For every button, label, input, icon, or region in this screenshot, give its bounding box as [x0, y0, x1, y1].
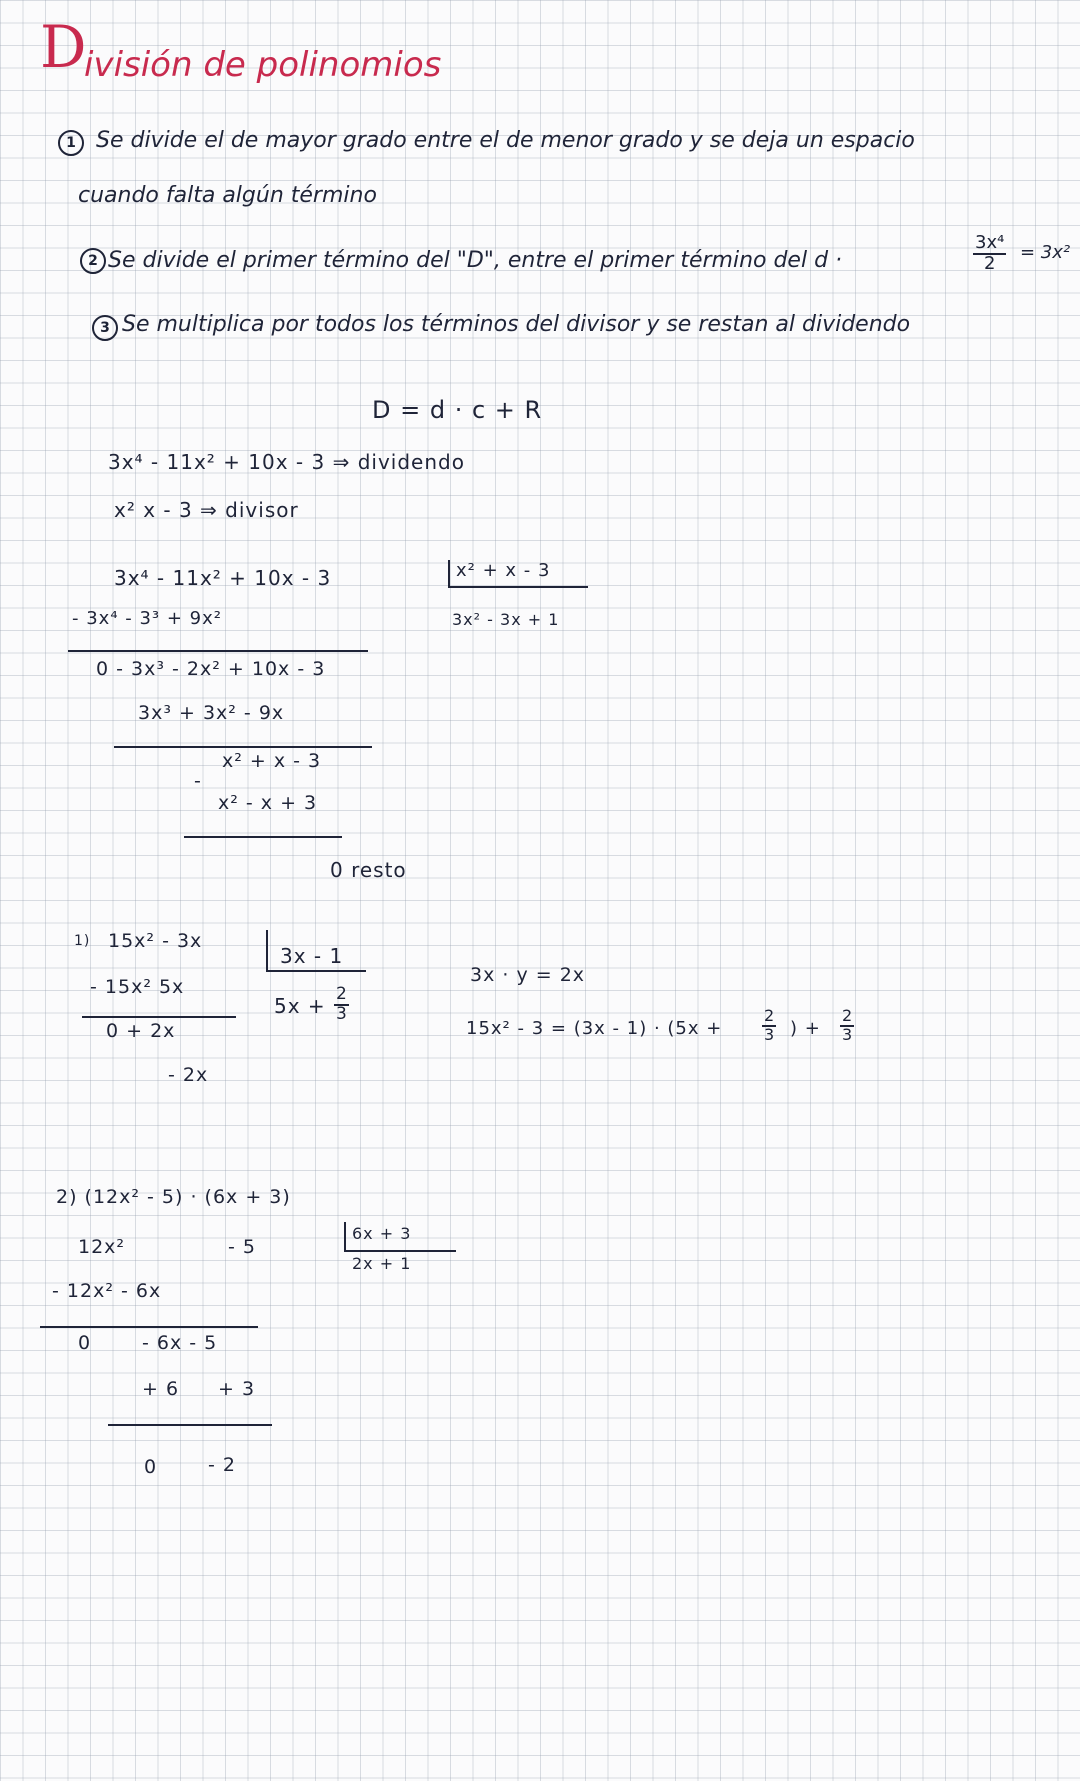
- ex2-quotient: 5x +: [274, 994, 326, 1018]
- ex3-divisor-bar: [344, 1222, 346, 1250]
- ex3-rule-2: [108, 1424, 272, 1426]
- ex2-check-denominator-1: 3: [764, 1024, 775, 1044]
- ex3-remainder-zero: 0: [78, 1332, 92, 1354]
- ex2-check-2: 15x² - 3 = (3x - 1) · (5x +: [466, 1018, 723, 1039]
- ex3-divisor: 6x + 3: [352, 1224, 412, 1243]
- ex3-final-zero: 0: [144, 1456, 158, 1478]
- ex2-rule-1: [82, 1016, 236, 1018]
- ex1-rest: 0 resto: [330, 858, 407, 882]
- divisor-line: x² x - 3 ⇒ divisor: [114, 498, 299, 522]
- step-2-text: Se divide el primer término del "D", entre el primer término del d ·: [108, 248, 843, 273]
- ex3-subtract-term-1: + 6: [142, 1378, 180, 1400]
- ex3-rule-1: [40, 1326, 258, 1328]
- step-1-line-2: cuando falta algún término: [78, 183, 377, 208]
- ex1-row-subtract-1: - 3x⁴ - 3³ + 9x²: [72, 608, 222, 629]
- step-2-frac-numerator: 3x⁴: [975, 232, 1005, 253]
- ex1-row-subtract-2: 3x³ + 3x² - 9x: [138, 702, 285, 724]
- step-1-line-1: Se divide el de mayor grado entre el de menor grado y se deja un espacio: [96, 128, 915, 153]
- ex2-label: 1): [74, 933, 91, 949]
- page-title: ivisión de polinomios: [84, 45, 442, 85]
- ex2-quotient-numerator: 2: [336, 984, 347, 1004]
- ex1-quotient: 3x² - 3x + 1: [452, 610, 560, 629]
- ex3-final-rest: - 2: [208, 1454, 236, 1476]
- ex2-divisor: 3x - 1: [280, 944, 344, 968]
- ex3-subtract-term-2: + 3: [218, 1378, 256, 1400]
- ex3-divisor-rule: [344, 1250, 456, 1252]
- ex2-divisor-rule: [266, 970, 366, 972]
- step-2-result: = 3x²: [1020, 242, 1071, 263]
- ex2-quotient-fraction: [334, 986, 349, 1024]
- ex1-divisor: x² + x - 3: [456, 560, 551, 581]
- ex3-dividend-term-1: 12x²: [78, 1236, 126, 1258]
- step-1-number: 1: [58, 130, 84, 156]
- ex2-check-fraction-1: [762, 1008, 776, 1044]
- ex2-row-final: - 2x: [168, 1064, 209, 1086]
- ex3-dividend-term-2: - 5: [228, 1236, 256, 1258]
- ex1-divisor-bar: [448, 560, 450, 586]
- ex1-divisor-rule: [448, 586, 588, 588]
- ex3-row-subtract: - 12x² - 6x: [52, 1280, 162, 1302]
- ex2-check-numerator-1: 2: [764, 1006, 775, 1025]
- ex1-minus-sign: -: [194, 770, 202, 792]
- dividend-line: 3x⁴ - 11x² + 10x - 3 ⇒ dividendo: [108, 450, 465, 474]
- ex1-rule-2: [114, 746, 372, 748]
- step-3-text: Se multiplica por todos los términos del divisor y se restan al dividendo: [122, 312, 911, 337]
- ex2-check-denominator-2: 3: [842, 1024, 853, 1044]
- ex3-label: 2) (12x² - 5) · (6x + 3): [56, 1186, 291, 1208]
- ex2-check-fraction-2: [840, 1008, 854, 1044]
- formula: D = d · c + R: [372, 396, 543, 424]
- ex2-row-subtract: - 15x² 5x: [90, 976, 185, 998]
- ex2-check-numerator-2: 2: [842, 1006, 853, 1025]
- ex1-row-subtract-3: x² - x + 3: [218, 792, 318, 814]
- ex2-quotient-denominator: 3: [336, 1003, 347, 1024]
- ex2-check-2-end: ) +: [790, 1018, 821, 1039]
- step-2-fraction: [973, 234, 1006, 274]
- ex2-row-remainder: 0 + 2x: [106, 1020, 176, 1042]
- ex3-remainder-terms: - 6x - 5: [142, 1332, 218, 1354]
- ex1-row-remainder-2: x² + x - 3: [222, 750, 322, 772]
- ex2-divisor-bar: [266, 930, 268, 970]
- ex2-row-dividend: 15x² - 3x: [108, 930, 203, 952]
- title-initial: D: [40, 13, 87, 81]
- ex3-quotient: 2x + 1: [352, 1254, 412, 1273]
- ex2-check-1: 3x · y = 2x: [470, 964, 586, 986]
- step-3-number: 3: [92, 315, 118, 341]
- step-2-frac-denominator: 2: [983, 252, 996, 274]
- ex1-row-remainder-1: 0 - 3x³ - 2x² + 10x - 3: [96, 658, 326, 680]
- ex1-row-dividend: 3x⁴ - 11x² + 10x - 3: [114, 566, 332, 590]
- ex1-rule-1: [68, 650, 368, 652]
- step-2-number: 2: [80, 248, 106, 274]
- ex1-rule-3: [184, 836, 342, 838]
